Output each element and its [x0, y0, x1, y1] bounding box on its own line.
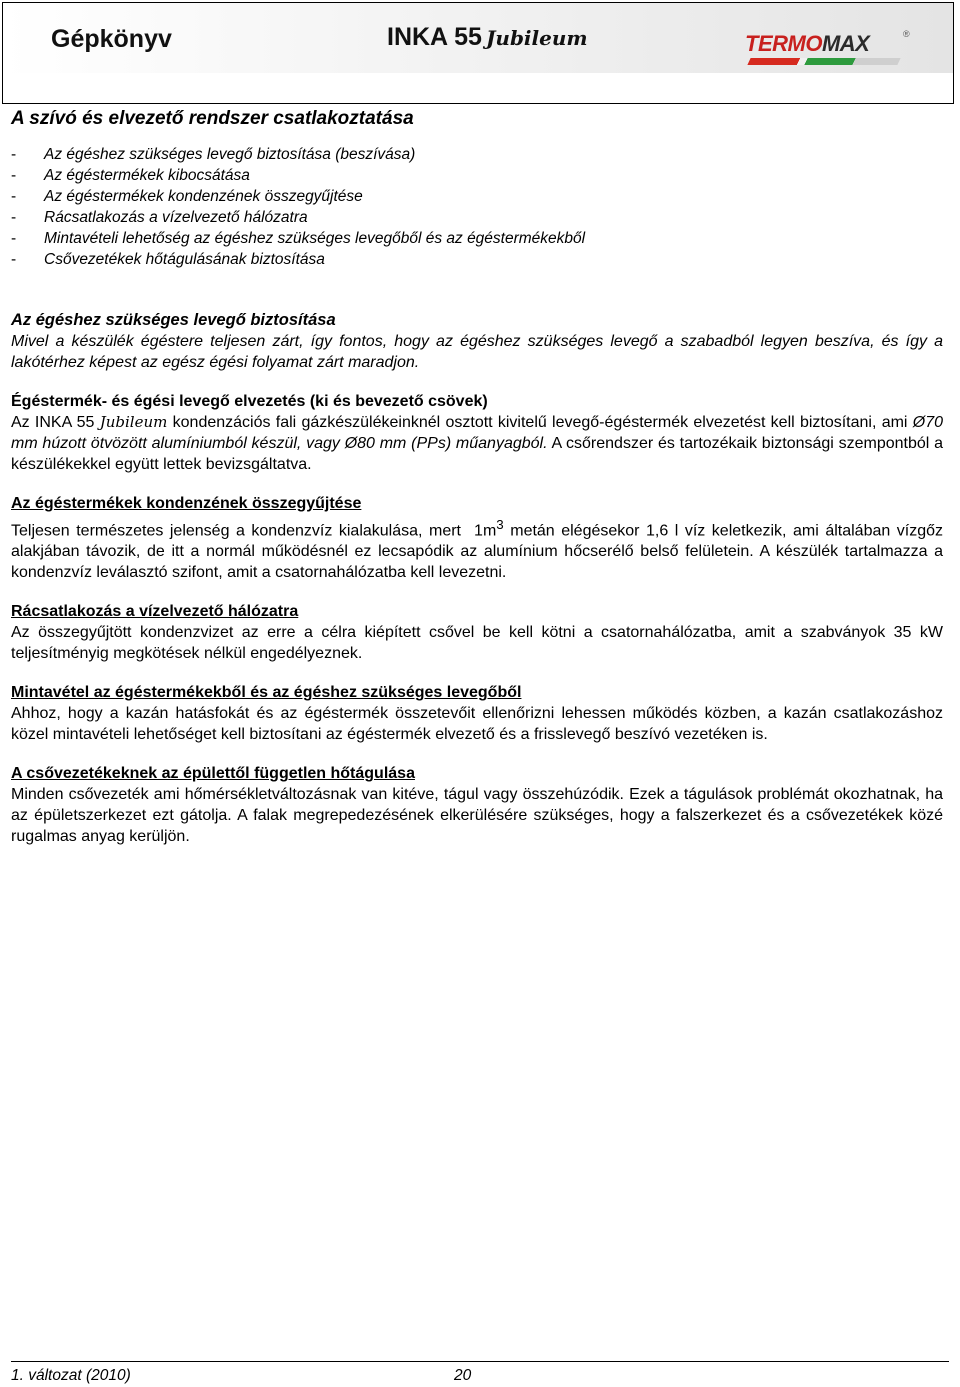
- list-item-text: Rácsatlakozás a vízelvezető hálózatra: [44, 209, 308, 226]
- section-title-thermal-expansion: A csővezetékeknek az épülettől független hőtágulása: [11, 765, 415, 783]
- section-body-air-supply: Mivel a készülék égéstere teljesen zárt, így fontos, hogy az égéshez szükséges levegő a szabadból legyen beszíva, és így a lakótérhez képest az egész égési folyamat zárt maradjon.: [11, 333, 943, 371]
- topic-list: [11, 144, 943, 270]
- termomax-logo: [745, 31, 913, 69]
- section-title-air-supply: Az égéshez szükséges levegő biztosítása: [11, 311, 336, 329]
- section-title-sampling: Mintavétel az égéstermékekből és az égéshez szükséges levegőből: [11, 684, 522, 702]
- header-title: Gépkönyv: [51, 25, 172, 53]
- list-item-text: Az égéstermékek kibocsátása: [44, 167, 250, 184]
- section-body-sampling: Ahhoz, hogy a kazán hatásfokát és az égéstermék összetevőit ellenőrizni lehessen működés közben, a kazán csatlakozáshoz közel mintavételi lehetőséget kell biztosítani az égéstermék elvezető és a frisslevegő beszívó vezetéken is.: [11, 705, 943, 744]
- condensate-unit: 1m: [474, 522, 497, 540]
- list-item: [11, 228, 943, 249]
- list-dash: -: [11, 188, 17, 205]
- list-item-text: Csővezetékek hőtágulásának biztosítása: [44, 251, 325, 268]
- list-item-text: Az égéstermékek kondenzének összegyűjtése: [44, 188, 363, 205]
- footer-version: 1. változat (2010): [11, 1367, 131, 1384]
- list-item: [11, 144, 943, 165]
- section-title-drain: Rácsatlakozás a vízelvezető hálózatra: [11, 603, 299, 621]
- logo-stripe: [747, 58, 900, 65]
- list-dash: -: [11, 251, 17, 268]
- section-title-condensate: Az égéstermékek kondenzének összegyűjtése: [11, 495, 362, 512]
- section-title-flue-pipes: Égéstermék- és égési levegő elvezetés (ki és bevezető csövek): [11, 393, 488, 410]
- list-item: [11, 186, 943, 207]
- list-dash: -: [11, 209, 17, 226]
- flue-text-d: A csőrendszer és tartozékaik biztonsági szempontból a készülékekkel együtt lettek bevizsgáltatva.: [11, 435, 944, 473]
- list-item: [11, 165, 943, 186]
- main-title: A szívó és elvezető rendszer csatlakoztatása: [11, 108, 414, 129]
- section-body-thermal-expansion: Minden csővezeték ami hőmérsékletváltozásnak van kitéve, tágul vagy összehúzódik. Ezek a tágulások problémát okozhatnak, ha az épületszerkezet ezt gátolja. A falak megrepedezésének elkerülésére szükséges, hogy a falszerkezet és a csővezetékek közé rugalmas anyag kerüljön.: [11, 786, 943, 846]
- list-item-text: Az égéshez szükséges levegő biztosítása (beszívása): [44, 146, 416, 163]
- section-body-flue-pipes: [11, 412, 943, 475]
- list-dash: -: [11, 230, 17, 247]
- model-name: INKA 55: [387, 23, 482, 51]
- logo-text-part2: MAX: [821, 31, 870, 56]
- flue-text-jubileum: Jubileum: [99, 413, 168, 431]
- list-item: [11, 207, 943, 228]
- logo-text-part1: TERMO: [745, 31, 822, 56]
- condensate-text-a: Teljesen természetes jelenség a kondenzvíz kialakulása, mert: [11, 522, 461, 540]
- page-header: [2, 2, 954, 104]
- list-dash: -: [11, 167, 17, 184]
- header-model: [387, 23, 588, 52]
- logo-wordmark: [745, 31, 869, 57]
- condensate-unit-sup: 3: [496, 517, 504, 532]
- page-content: [11, 108, 943, 847]
- list-item: [11, 249, 943, 270]
- flue-text-a: Az INKA 55: [11, 414, 95, 431]
- section-body-drain: Az összegyűjtött kondenzvizet az erre a célra kiépített csővel be kell kötni a csatornahálózatba, amit a szabványok 35 kW teljesítményig megkötések nélkül engedélyeznek.: [11, 624, 943, 663]
- list-dash: -: [11, 146, 17, 163]
- flue-text-c: Ø70 mm húzott ötvözött alumíniumból készül, vagy Ø80 mm (PPs) műanyagból.: [11, 414, 943, 452]
- footer-divider: [11, 1361, 949, 1362]
- section-body-condensate: [11, 514, 943, 583]
- flue-text-b: kondenzációs fali gázkészülékeinknél osztott kivitelű levegő-égéstermék elvezetést kell biztosítani, ami: [172, 414, 908, 431]
- page-number: 20: [454, 1367, 472, 1384]
- registered-mark: ®: [903, 29, 910, 39]
- condensate-text-b: metán elégésekor 1,6 l víz keletkezik, ami általában vízgőz alakjában távozik, de itt a normál működésnél ez lecsapódik az alumínium hőcserélő belső felületein. A készülék tartalmazza a kondenzvíz leválasztó szifont, amit a csatornahálózatba kell levezetni.: [11, 522, 944, 582]
- list-item-text: Mintavételi lehetőség az égéshez szükséges levegőből és az égéstermékekből: [44, 230, 586, 247]
- model-suffix: Jubileum: [485, 26, 588, 50]
